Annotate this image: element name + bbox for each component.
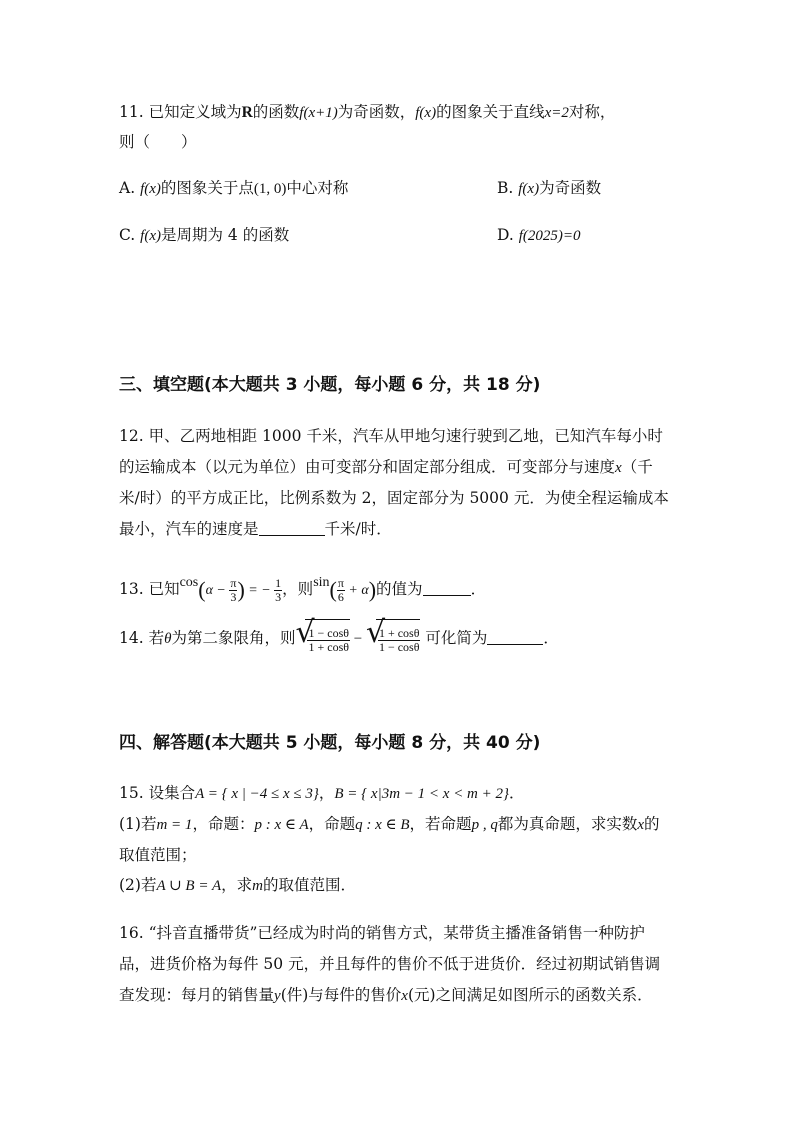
denominator: 6	[337, 589, 344, 604]
q15-part1-line2: 取值范围；	[119, 846, 197, 864]
answer-blank[interactable]	[423, 579, 471, 596]
text: 都为真命题，求实数	[497, 815, 638, 833]
numerator: 1 + cosθ	[378, 626, 420, 640]
text: 13. 已知	[119, 580, 180, 598]
math-expr: x=2	[544, 105, 569, 121]
text: 为奇函数	[539, 179, 602, 197]
text: 最小，汽车的速度是	[119, 520, 259, 538]
paren: )	[368, 577, 377, 602]
sqrt-expr	[365, 614, 421, 660]
q16-line3	[119, 984, 653, 1007]
paren: (	[329, 577, 337, 602]
text: 11. 已知定义域为	[119, 103, 242, 121]
text: ，若命题	[409, 815, 472, 833]
numerator: π	[337, 575, 344, 590]
numerator: 1	[275, 575, 282, 590]
text: 的取值范围．	[262, 876, 356, 894]
text: (1)若	[119, 815, 157, 833]
text: 的图象关于直线	[436, 103, 545, 121]
math-expr: + α	[344, 583, 369, 598]
math-expr: α −	[205, 583, 230, 598]
denominator: 3	[230, 589, 237, 604]
text: ．	[470, 580, 487, 598]
text: 的运输成本（以元为单位）由可变部分和固定部分组成．可变部分与速度	[119, 458, 616, 476]
denominator: 3	[275, 589, 282, 604]
text: 查发现：每月的销售量	[119, 986, 275, 1004]
math-func: sin	[313, 575, 330, 590]
q16-line1: 16. “抖音直播带货”已经成为时尚的销售方式，某带货主播准备销售一种防护	[119, 924, 645, 942]
option-label: A.	[119, 179, 136, 197]
q15-part2	[119, 874, 356, 897]
text: 的值为	[376, 580, 423, 598]
numerator: 1 − cosθ	[308, 626, 349, 640]
q11-option-d	[497, 224, 581, 247]
text: 的图象关于点	[160, 179, 254, 197]
denominator: 1 − cosθ	[378, 640, 420, 654]
answer-blank[interactable]	[487, 628, 543, 645]
math-expr: p , q	[471, 817, 498, 833]
math-expr: m = 1	[156, 817, 193, 833]
answer-blank[interactable]	[259, 519, 325, 536]
text: ，则	[282, 580, 314, 598]
text: 可化简为	[420, 629, 488, 647]
text: ，命题	[308, 815, 356, 833]
math-var: θ	[164, 631, 172, 647]
q11-option-a	[119, 177, 348, 200]
math-expr: (1, 0)	[253, 181, 287, 197]
math-expr: f(x)	[415, 105, 437, 121]
numerator: π	[230, 575, 237, 590]
math-expr: f(x)	[518, 181, 540, 197]
math-op: −	[349, 631, 366, 647]
text: ．	[543, 629, 559, 647]
section-title-answer: 四、解答题(本大题共 5 小题，每小题 8 分，共 40 分)	[119, 733, 541, 753]
math-var: y	[274, 988, 281, 1004]
q11-option-c	[119, 224, 289, 247]
text: 对称，	[568, 103, 616, 121]
math-var: m	[252, 878, 263, 894]
math-expr: A ∪ B = A	[156, 878, 222, 894]
set-R: R	[241, 104, 253, 121]
q12-line1: 12. 甲、乙两地相距 1000 千米，汽车从甲地匀速行驶到乙地，已知汽车每小时	[119, 427, 663, 445]
denominator: 1 + cosθ	[308, 640, 349, 654]
radical-sign: √	[365, 614, 386, 650]
q12-line3: 米/时）的平方成正比，比例系数为 2，固定部分为 5000 元．为使全程运输成本	[119, 489, 669, 507]
text: 千米/时．	[324, 520, 392, 538]
option-label: B.	[497, 179, 514, 197]
option-label: D.	[497, 226, 514, 244]
math-expr: = −	[244, 583, 275, 598]
text: 15. 设集合	[119, 784, 196, 802]
text: (2)若	[119, 876, 157, 894]
text: (元)之间满足如图所示的函数关系．	[407, 986, 653, 1004]
q12-line2	[119, 456, 653, 479]
q11-line2: 则（ ）	[119, 133, 197, 151]
option-label: C.	[119, 226, 136, 244]
fraction	[337, 577, 345, 604]
math-var: x	[637, 817, 644, 833]
q12-line4	[119, 518, 392, 540]
text: 的	[644, 815, 660, 833]
text: (件)与每件的售价	[280, 986, 402, 1004]
text: ，求	[221, 876, 253, 894]
math-expr: p : x ∈ A	[254, 817, 309, 833]
text: 的函数	[252, 103, 300, 121]
text: 为奇函数，	[337, 103, 416, 121]
fraction	[274, 577, 282, 604]
q11-line1	[119, 101, 615, 124]
text: 是周期为 4 的函数	[161, 226, 290, 244]
sqrt-expr	[295, 614, 350, 660]
text: ，	[318, 784, 335, 802]
q11-option-b	[497, 177, 601, 200]
math-expr: f(x)	[140, 181, 161, 197]
math-expr: B = { x|3m − 1 < x < m + 2}	[334, 786, 510, 802]
section-title-fill-in: 三、填空题(本大题共 3 小题，每小题 6 分，共 18 分)	[119, 375, 541, 395]
radical-sign: √	[295, 614, 315, 650]
math-expr: f(2025)=0	[518, 228, 581, 244]
q16-line2: 品，进货价格为每件 50 元，并且每件的售价不低于进货价．经过初期试销售调	[119, 955, 661, 973]
text: ，命题：	[192, 815, 255, 833]
q15-part1	[119, 813, 660, 836]
text: （千	[621, 458, 653, 476]
text: 为第二象限角，则	[171, 629, 296, 647]
q15-line1	[119, 782, 525, 805]
math-expr: f(x+1)	[299, 105, 338, 121]
q14-line	[119, 614, 559, 660]
math-expr: q : x ∈ B	[355, 817, 410, 833]
paren: )	[237, 577, 245, 602]
paren: (	[198, 577, 206, 602]
math-var: x	[401, 988, 408, 1004]
text: 中心对称	[286, 179, 349, 197]
text: ．	[509, 784, 525, 802]
math-func: cos	[179, 575, 199, 590]
q13-line	[119, 566, 486, 608]
text: 14. 若	[119, 629, 165, 647]
math-var: x	[615, 460, 622, 476]
math-expr: f(x)	[140, 228, 161, 244]
math-expr: A = { x | −4 ≤ x ≤ 3}	[195, 786, 319, 802]
